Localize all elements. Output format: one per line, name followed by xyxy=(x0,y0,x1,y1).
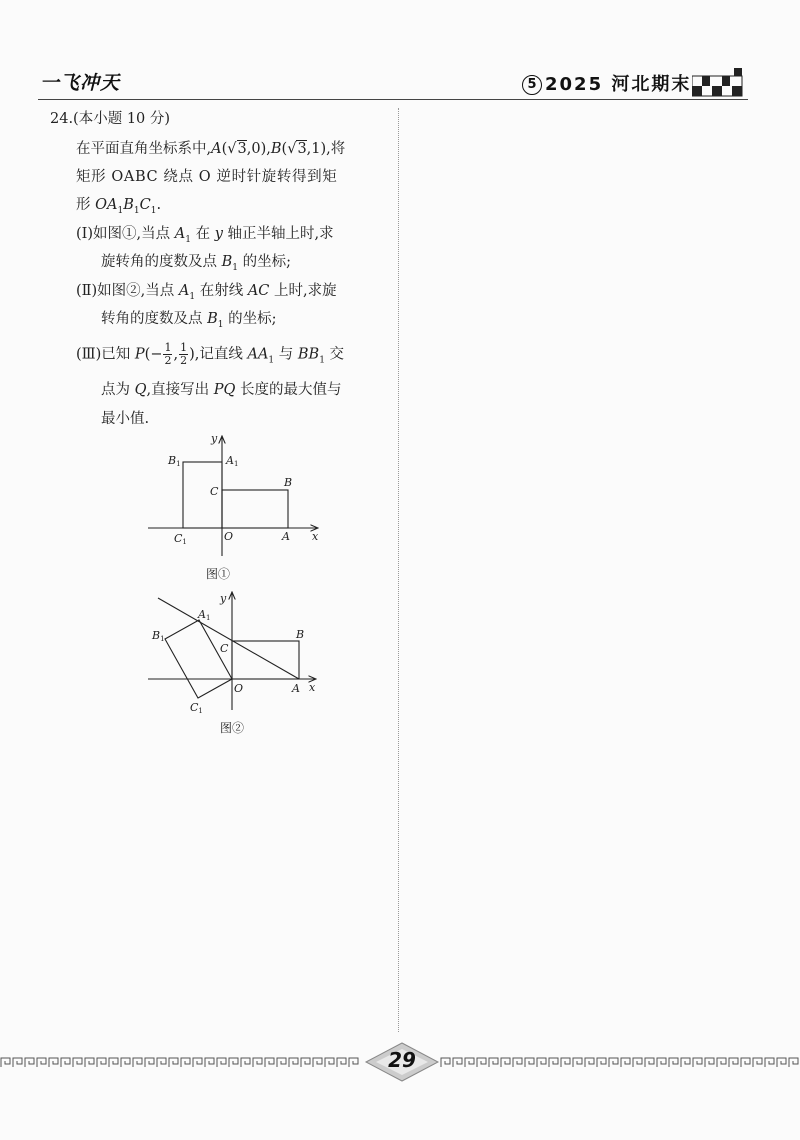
label-A: A xyxy=(292,682,300,695)
label-O: O xyxy=(224,530,234,543)
ray-AC xyxy=(158,598,299,679)
figure-2 xyxy=(140,588,340,738)
figure-2-caption: 图② xyxy=(220,721,245,735)
label-B1: B1 xyxy=(152,629,165,643)
part2-line-1: (Ⅱ)如图②,当点 $A_1$ 在射线 AC 上时,求旋 xyxy=(76,283,337,302)
label-y: y xyxy=(220,592,227,605)
label-x: x xyxy=(309,681,316,694)
label-x: x xyxy=(312,530,319,543)
page-footer xyxy=(0,1040,800,1090)
page-number-badge xyxy=(362,1040,442,1084)
right-border-pattern xyxy=(440,1056,800,1068)
fraction-one-half-b: $\frac{1}{2}$ xyxy=(180,341,188,367)
checker-decoration-icon xyxy=(692,68,744,98)
label-y: y xyxy=(211,432,218,445)
label-A1: A1 xyxy=(198,608,211,622)
figure-1 xyxy=(140,428,340,588)
intro-line-2: 矩形 OABC 绕点 O 逆时针旋转得到矩 xyxy=(76,169,338,185)
intro-line-3: 形 $OA_1B_1C_1$. xyxy=(76,197,162,216)
header-rule xyxy=(38,99,748,100)
label-C: C xyxy=(210,485,219,498)
part1-line-2: 旋转角的度数及点 $B_1$ 的坐标; xyxy=(101,254,291,273)
brand-logo: 一飞冲天 xyxy=(40,72,121,94)
figure-1-caption: 图① xyxy=(206,567,231,581)
part3-line-1: (Ⅲ)已知 P(− $\frac{1}{2}$ , $\frac{1}{2}$ ),记直线 $AA_1$ 与 $BB_1$ 交 xyxy=(76,341,345,367)
intro-line-1: 在平面直角坐标系中,A(√3,0),B(√3,1),将 xyxy=(76,141,346,157)
label-B: B xyxy=(284,476,293,489)
label-A1: A1 xyxy=(226,454,239,468)
label-B1: B1 xyxy=(168,454,181,468)
label-O: O xyxy=(234,682,244,695)
question-number: 24.(本小题 10 分) xyxy=(50,111,171,127)
label-C1: C1 xyxy=(174,532,187,546)
fraction-one-half-a: $\frac{1}{2}$ xyxy=(164,341,172,367)
label-A: A xyxy=(282,530,290,543)
series-text: 2025 河北期末 xyxy=(545,74,692,95)
rectangle-OABC xyxy=(222,490,288,528)
series-number-circle: 5 xyxy=(522,75,542,95)
page-number: 29 xyxy=(388,1048,416,1072)
page-header xyxy=(0,62,800,102)
column-divider xyxy=(398,108,399,1032)
part2-line-2: 转角的度数及点 $B_1$ 的坐标; xyxy=(101,311,277,330)
label-C: C xyxy=(220,642,229,655)
part1-line-1: (Ⅰ)如图①,当点 $A_1$ 在 y 轴正半轴上时,求 xyxy=(76,226,334,245)
label-C1: C1 xyxy=(190,701,203,715)
left-border-pattern xyxy=(0,1056,360,1068)
series-title xyxy=(522,70,691,96)
label-B: B xyxy=(296,628,305,641)
part3-line-2: 点为 Q,直接写出 PQ 长度的最大值与 xyxy=(101,382,342,398)
rectangle-OA1B1C1 xyxy=(165,620,232,698)
part3-line-3: 最小值. xyxy=(101,411,150,427)
